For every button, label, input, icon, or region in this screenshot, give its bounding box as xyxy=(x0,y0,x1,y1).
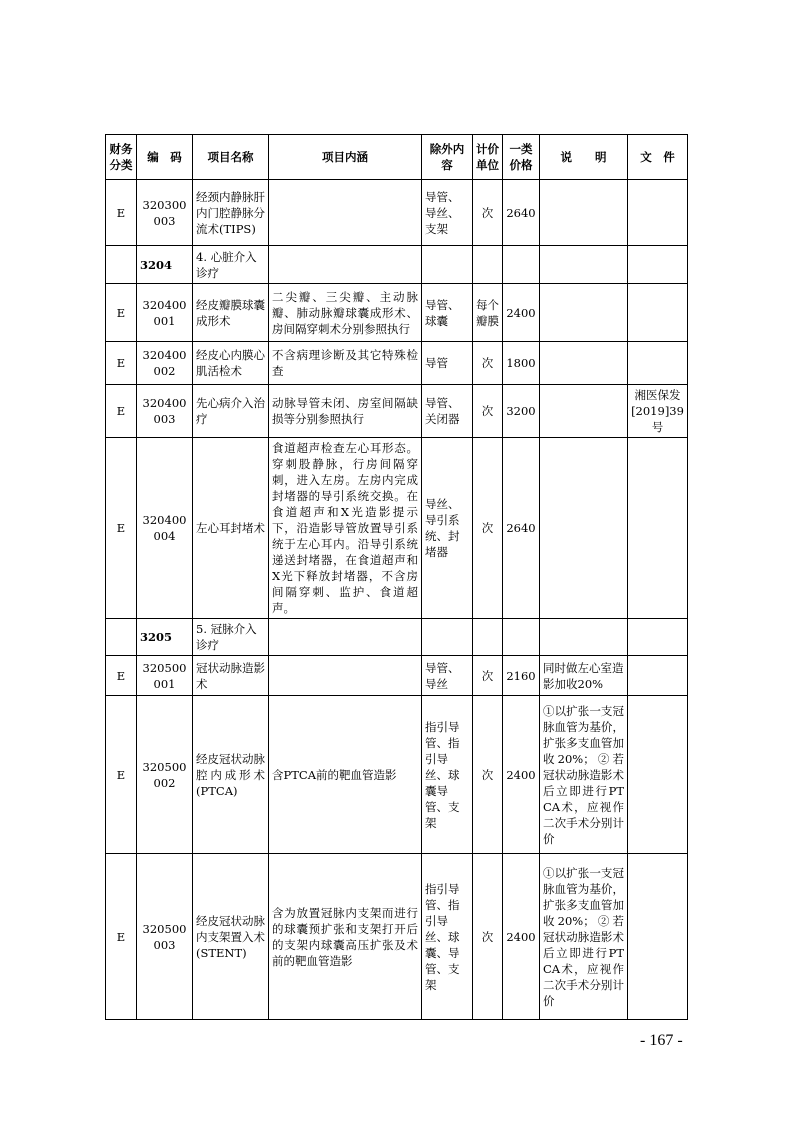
note-cell xyxy=(540,284,628,342)
note-cell xyxy=(540,385,628,438)
note-cell xyxy=(540,342,628,385)
exclusion-cell: 导管 xyxy=(422,342,473,385)
item-name-cell: 经皮冠状动脉腔内成形术(PTCA) xyxy=(193,696,269,854)
item-name-cell: 左心耳封堵术 xyxy=(193,438,269,619)
table-row xyxy=(106,284,688,342)
category-cell xyxy=(106,246,137,284)
table-row xyxy=(106,696,688,854)
code-cell: 320500002 xyxy=(137,696,193,854)
table-row xyxy=(106,246,688,284)
table-row xyxy=(106,619,688,656)
header-cell: 说 明 xyxy=(540,135,628,180)
code-cell: 3204 xyxy=(137,246,193,284)
code-cell: 320400002 xyxy=(137,342,193,385)
exclusion-cell xyxy=(422,246,473,284)
price-cell: 1800 xyxy=(503,342,540,385)
header-cell: 财务分类 xyxy=(106,135,137,180)
unit-cell: 次 xyxy=(473,656,503,696)
header-cell: 文 件 xyxy=(628,135,688,180)
item-name-cell: 冠状动脉造影术 xyxy=(193,656,269,696)
content-cell xyxy=(269,619,422,656)
note-cell: ①以扩张一支冠脉血管为基价，扩张多支血管加收20%；②若冠状动脉造影术后立即进行PTCA术，应视作二次手术分别计价 xyxy=(540,696,628,854)
note-cell xyxy=(540,180,628,246)
content-cell: 含PTCA前的靶血管造影 xyxy=(269,696,422,854)
price-cell: 2160 xyxy=(503,656,540,696)
category-cell: E xyxy=(106,438,137,619)
table-row xyxy=(106,385,688,438)
category-cell: E xyxy=(106,656,137,696)
item-name-cell: 经皮心内膜心肌活检术 xyxy=(193,342,269,385)
code-cell: 3205 xyxy=(137,619,193,656)
fee-table xyxy=(105,134,688,1020)
price-cell: 2640 xyxy=(503,180,540,246)
unit-cell: 次 xyxy=(473,385,503,438)
page-number: - 167 - xyxy=(640,1032,683,1049)
code-cell: 320400004 xyxy=(137,438,193,619)
document-cell xyxy=(628,696,688,854)
document-cell: 湘医保发[2019]39号 xyxy=(628,385,688,438)
document-cell xyxy=(628,438,688,619)
item-name-cell: 4. 心脏介入诊疗 xyxy=(193,246,269,284)
header-cell: 计价单位 xyxy=(473,135,503,180)
exclusion-cell: 导管、导丝、支架 xyxy=(422,180,473,246)
exclusion-cell: 导丝、导引系统、封堵器 xyxy=(422,438,473,619)
price-cell: 2640 xyxy=(503,438,540,619)
unit-cell: 次 xyxy=(473,342,503,385)
note-cell xyxy=(540,438,628,619)
header-cell: 项目内涵 xyxy=(269,135,422,180)
content-cell xyxy=(269,180,422,246)
unit-cell: 次 xyxy=(473,854,503,1020)
table-row xyxy=(106,180,688,246)
category-cell: E xyxy=(106,284,137,342)
note-cell: 同时做左心室造影加收20% xyxy=(540,656,628,696)
content-cell: 动脉导管未闭、房室间隔缺损等分别参照执行 xyxy=(269,385,422,438)
header-cell: 一类价格 xyxy=(503,135,540,180)
table-row xyxy=(106,342,688,385)
document-cell xyxy=(628,284,688,342)
note-cell: ①以扩张一支冠脉血管为基价，扩张多支血管加收20%；②若冠状动脉造影术后立即进行PTCA术，应视作二次手术分别计价 xyxy=(540,854,628,1020)
document-cell xyxy=(628,619,688,656)
table-header-row xyxy=(106,135,688,180)
category-cell: E xyxy=(106,385,137,438)
unit-cell: 次 xyxy=(473,180,503,246)
unit-cell xyxy=(473,619,503,656)
item-name-cell: 经皮瓣膜球囊成形术 xyxy=(193,284,269,342)
item-name-cell: 5. 冠脉介入诊疗 xyxy=(193,619,269,656)
document-cell xyxy=(628,854,688,1020)
exclusion-cell: 导管、导丝 xyxy=(422,656,473,696)
document-cell xyxy=(628,180,688,246)
document-cell xyxy=(628,246,688,284)
price-cell xyxy=(503,246,540,284)
code-cell: 320500003 xyxy=(137,854,193,1020)
table-row xyxy=(106,854,688,1020)
exclusion-cell: 导管、球囊 xyxy=(422,284,473,342)
unit-cell: 每个瓣膜 xyxy=(473,284,503,342)
item-name-cell: 先心病介入治疗 xyxy=(193,385,269,438)
exclusion-cell: 指引导管、指引导丝、球囊、导管、支架 xyxy=(422,854,473,1020)
header-cell: 项目名称 xyxy=(193,135,269,180)
table-row xyxy=(106,438,688,619)
item-name-cell: 经皮冠状动脉内支架置入术(STENT) xyxy=(193,854,269,1020)
category-cell: E xyxy=(106,696,137,854)
code-cell: 320400001 xyxy=(137,284,193,342)
content-cell: 含为放置冠脉内支架而进行的球囊预扩张和支架打开后的支架内球囊高压扩张及术前的靶血管造影 xyxy=(269,854,422,1020)
note-cell xyxy=(540,246,628,284)
code-cell: 320400003 xyxy=(137,385,193,438)
content-cell xyxy=(269,656,422,696)
price-cell: 2400 xyxy=(503,854,540,1020)
category-cell xyxy=(106,619,137,656)
exclusion-cell: 指引导管、指引导丝、球囊导管、支架 xyxy=(422,696,473,854)
note-cell xyxy=(540,619,628,656)
price-cell: 2400 xyxy=(503,284,540,342)
exclusion-cell: 导管、关闭器 xyxy=(422,385,473,438)
unit-cell: 次 xyxy=(473,696,503,854)
price-cell: 3200 xyxy=(503,385,540,438)
category-cell: E xyxy=(106,180,137,246)
content-cell xyxy=(269,246,422,284)
content-cell: 二尖瓣、三尖瓣、主动脉瓣、肺动脉瓣球囊成形术、房间隔穿刺术分别参照执行 xyxy=(269,284,422,342)
header-cell: 编 码 xyxy=(137,135,193,180)
document-cell xyxy=(628,656,688,696)
category-cell: E xyxy=(106,854,137,1020)
unit-cell xyxy=(473,246,503,284)
content-cell: 不含病理诊断及其它特殊检查 xyxy=(269,342,422,385)
document-cell xyxy=(628,342,688,385)
code-cell: 320500001 xyxy=(137,656,193,696)
price-cell: 2400 xyxy=(503,696,540,854)
price-cell xyxy=(503,619,540,656)
header-cell: 除外内容 xyxy=(422,135,473,180)
table-row xyxy=(106,656,688,696)
item-name-cell: 经颈内静脉肝内门腔静脉分流术(TIPS) xyxy=(193,180,269,246)
category-cell: E xyxy=(106,342,137,385)
code-cell: 320300003 xyxy=(137,180,193,246)
content-cell: 食道超声检查左心耳形态。穿刺股静脉，行房间隔穿刺，进入左房。左房内完成封堵器的导引系统交换。在食道超声和X光造影提示下，沿造影导管放置导引系统于左心耳内。沿导引系统递送封堵器，在食道超声和X光下释放封堵器，不含房间隔穿刺、监护、食道超声。 xyxy=(269,438,422,619)
unit-cell: 次 xyxy=(473,438,503,619)
exclusion-cell xyxy=(422,619,473,656)
